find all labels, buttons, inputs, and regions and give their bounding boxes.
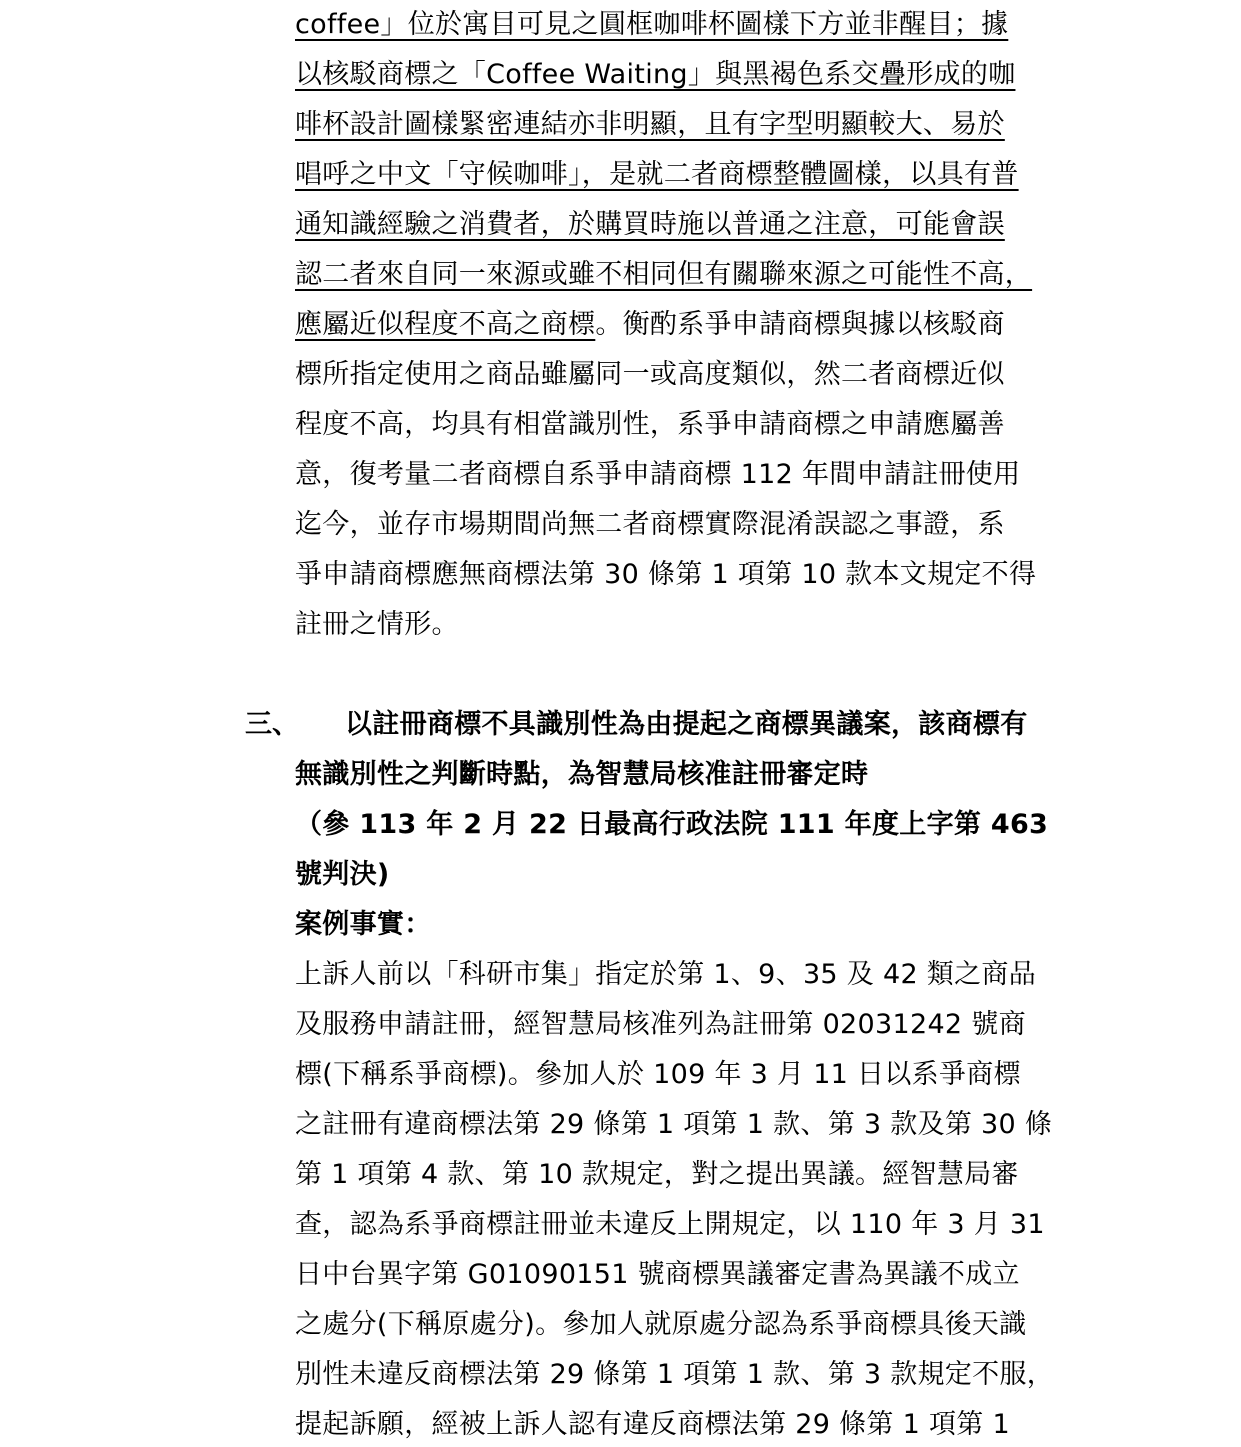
text-line: 通知識經驗之消費者，於購買時施以普通之注意，可能會誤 [295,209,1005,240]
text-line: 標(下稱系爭商標)。參加人於 109 年 3 月 11 日以系爭商標 [295,1059,1021,1090]
text-line: 別性未違反商標法第 29 條第 1 項第 1 款、第 3 款規定不服， [295,1359,1055,1390]
underlined-phrase: 應屬近似程度不高之商標 [295,309,596,340]
text-line: 以核駁商標之「Coffee Waiting」與黑褐色系交疊形成的咖 [295,59,1016,90]
text-line: coffee」位於寓目可見之圓框咖啡杯圖樣下方並非醒目；據 [295,9,1009,40]
plain-phrase: 。衡酌系爭申請商標與據以核駁商 [595,309,1005,340]
section-number: 三、 [245,709,299,740]
text-line: 提起訴願，經被上訴人認有違反商標法第 29 條第 1 項第 1 [295,1409,1010,1440]
text-line [295,309,1005,341]
text-line: 之處分(下稱原處分)。參加人就原處分認為系爭商標具後天識 [295,1309,1027,1340]
text-line: 爭申請商標應無商標法第 30 條第 1 項第 10 款本文規定不得 [295,559,1037,590]
section-heading-line: 以註冊商標不具識別性為由提起之商標異議案，該商標有 [345,709,1028,740]
text-line: 啡杯設計圖樣緊密連結亦非明顯，且有字型明顯較大、易於 [295,109,1005,140]
facts-label: 案例事實： [295,909,432,940]
text-line: 唱呼之中文「守候咖啡」，是就二者商標整體圖樣，以具有普 [295,159,1019,190]
text-line: 及服務申請註冊，經智慧局核准列為註冊第 02031242 號商 [295,1009,1026,1040]
text-line: 上訴人前以「科研市集」指定於第 1、9、35 及 42 類之商品 [295,959,1036,990]
section-heading-line: （參 113 年 2 月 22 日最高行政法院 111 年度上字第 463 [295,809,1049,840]
text-line: 之註冊有違商標法第 29 條第 1 項第 1 款、第 3 款及第 30 條 [295,1109,1053,1140]
section-heading-line: 無識別性之判斷時點，為智慧局核准註冊審定時 [295,759,869,790]
text-line: 認二者來自同一來源或雖不相同但有關聯來源之可能性不高， [295,259,1033,290]
text-line: 意，復考量二者商標自系爭申請商標 112 年間申請註冊使用 [295,459,1021,490]
text-line: 標所指定使用之商品雖屬同一或高度類似，然二者商標近似 [295,359,1005,390]
text-line: 查，認為系爭商標註冊並未違反上開規定，以 110 年 3 月 31 [295,1209,1045,1240]
text-line: 迄今，並存市場期間尚無二者商標實際混淆誤認之事證，系 [295,509,1005,540]
text-line: 日中台異字第 G01090151 號商標異議審定書為異議不成立 [295,1259,1020,1290]
text-line: 註冊之情形。 [295,609,459,640]
text-line: 第 1 項第 4 款、第 10 款規定，對之提出異議。經智慧局審 [295,1159,1019,1190]
text-line: 程度不高，均具有相當識別性，系爭申請商標之申請應屬善 [295,409,1005,440]
section-heading-line: 號判決) [295,859,390,890]
